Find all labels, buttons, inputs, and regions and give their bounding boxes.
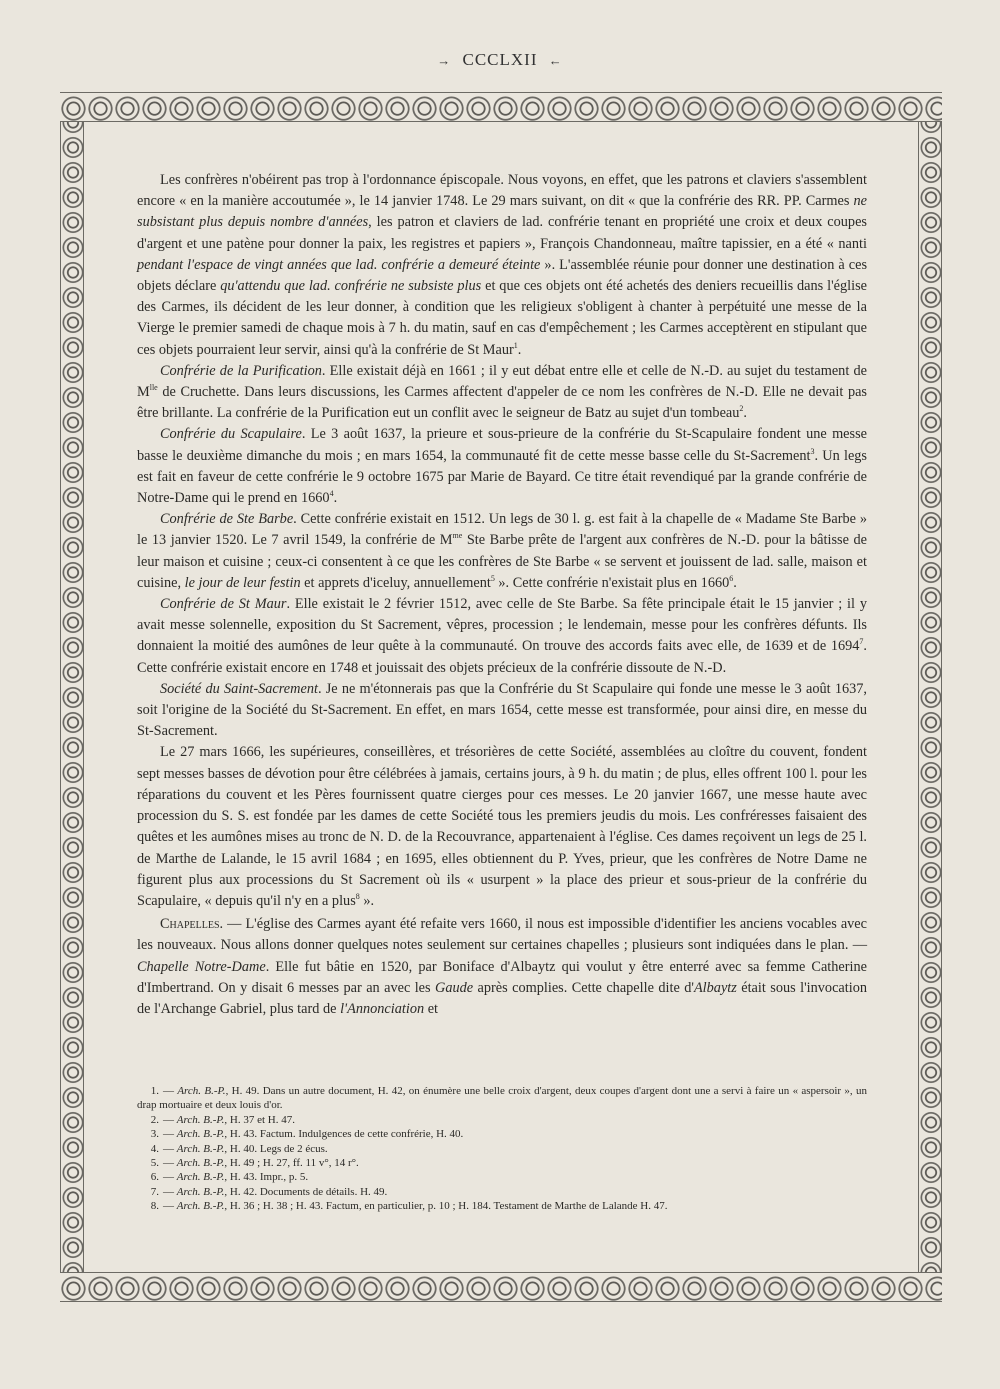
footnote-ref: 1 <box>513 340 518 350</box>
footnotes <box>137 1084 867 1214</box>
footnote-ref: lle <box>149 383 158 393</box>
text-segment: . Cette confrérie existait en 1512. Un legs de 30 l. g. est fait à la chapelle de « Madame Ste Barbe » le 13 janvier 1520. Le 7 avril 1549, la confrérie de M <box>137 511 868 549</box>
footnote-ref: 3 <box>810 446 815 456</box>
footnote-ref: 6 <box>729 574 734 584</box>
paragraph <box>137 742 867 912</box>
text-segment: ». <box>359 892 375 909</box>
text-segment: — <box>163 1171 177 1184</box>
footnote <box>137 1170 867 1184</box>
italic-text: Société du Saint-Sacrement <box>160 680 318 697</box>
italic-text: Confrérie du Scapulaire <box>160 426 302 443</box>
text-segment: . <box>743 405 747 422</box>
footnote-ref: 2 <box>739 404 744 414</box>
left-arrow-icon: ← <box>548 53 563 68</box>
text-segment: , H. 49 ; H. 27, ff. 11 v°, 14 r°. <box>224 1157 359 1170</box>
footnote <box>137 1127 867 1141</box>
text-segment: , H. 37 et H. 47. <box>224 1113 295 1126</box>
text-segment: — <box>163 1200 177 1213</box>
italic-text: Arch. B.-P. <box>176 1157 225 1170</box>
paragraph <box>137 679 867 743</box>
italic-text: Arch. B.-P. <box>176 1185 225 1198</box>
italic-text: ne subsistant plus depuis nombre d'années <box>137 193 867 231</box>
text-segment: — <box>163 1142 177 1155</box>
italic-text: Confrérie de St Maur <box>160 596 287 613</box>
section-paragraph <box>137 914 867 1020</box>
text-segment: Le 27 mars 1666, les supérieures, conseillères, et trésorières de cette Société, assemblées au cloître du couvent, fondent sept messes basses de dévotion pour être célébrées à jamais, certains jours, à 9 h. du matin ; de plus, elles offrent 100 l. pour les réparations du couvent et les Pères fournissent quatre cierges pour ces messes. Le 20 janvier 1667, une messe haute avec procession du S. S. est fondée par les dames de cette Société tous les premiers jeudis du mois. Les confréresses faisaient des quêtes et les aumônes mises au tronc de N. D. de la Recouvrance, appartenaient à l'église. Ces dames reçoivent un legs de 25 l. de Marthe de Lalande, le 15 avril 1684 ; en 1695, elles obtiennent du P. Yves, prieur, que les confrères de Notre Dame ne figurent plus aux processions du St Sacrement où ils « usurpent » la place des prieur et sous-prieur de la confrérie du Scapulaire, « depuis qu'il n'y en a plus <box>137 744 867 909</box>
italic-text: Arch. B.-P. <box>176 1171 225 1184</box>
text-segment: — <box>163 1157 177 1170</box>
text-segment: . Elle existait le 2 février 1512, avec celle de Ste Barbe. Sa fête principale était le 15 janvier ; il y avait messe solennelle, exposition du St Sacrement, vêpres, procession ; le lendemain, messe pour les confrères défunts. Ils donnaient la moitié des aumônes de leur quête à la communauté. On trouve des accords faits avec elle, de 1639 et de 1694 <box>137 596 867 655</box>
italic-text: Gaude <box>435 979 474 996</box>
footnote-ref: 5 <box>490 574 495 584</box>
italic-text: Arch. B.-P. <box>176 1113 225 1126</box>
frame-border-bottom <box>60 1272 942 1302</box>
text-segment: . — L'église des Carmes ayant été refaite vers 1660, il nous est impossible d'identifier les anciens vocables avec les nouveaux. Nous allons donner quelques notes seulement sur certaines chapelles ; plusieurs sont indiquées dans le plan. — <box>137 916 867 954</box>
footnote <box>137 1156 867 1170</box>
footnote-ref: me <box>452 531 463 541</box>
text-segment: , H. 43. Impr., p. 5. <box>224 1171 309 1184</box>
text-segment: , H. 40. Legs de 2 écus. <box>224 1142 328 1155</box>
frame-border-right <box>918 110 942 1284</box>
italic-text: Confrérie de la Purification <box>160 362 322 379</box>
text-segment: . Elle fut bâtie en 1520, par Boniface d'Albaytz qui voulut y être enterré avec sa femme Catherine d'Imbertrand. On y disait 6 messes par an avec les <box>137 958 867 996</box>
footnote-number: 1. <box>150 1085 159 1097</box>
frame-border-top <box>60 92 942 122</box>
text-segment: Les confrères n'obéirent pas trop à l'ordonnance épiscopale. Nous voyons, en effet, que les patrons et claviers s'assemblent encore « en la manière accoutumée », le 14 janvier 1748. Le 29 mars suivant, on dit « que la confrérie des RR. PP. Carmes <box>137 172 867 210</box>
text-segment: ». L'assemblée réunie pour donner une destination à ces objets déclare <box>137 256 868 295</box>
italic-text: Confrérie de Ste Barbe <box>160 511 294 528</box>
paragraph <box>137 361 867 425</box>
frame-border-left <box>60 110 84 1284</box>
footnote <box>137 1084 867 1113</box>
italic-text: le jour de leur festin <box>184 574 301 591</box>
text-segment: . <box>733 574 737 591</box>
text-segment: . <box>333 490 338 507</box>
footnote <box>137 1142 867 1156</box>
italic-text: Chapelle Notre-Dame <box>137 958 266 975</box>
italic-text: Arch. B.-P. <box>176 1200 225 1213</box>
italic-text: Arch. B.-P. <box>177 1085 226 1097</box>
text-segment: était sous l'invocation de l'Archange Gabriel, plus tard de <box>137 979 867 1017</box>
text-segment: après complies. Cette chapelle dite d' <box>473 979 694 996</box>
footnote-number: 7. <box>150 1185 159 1198</box>
footnote <box>137 1199 867 1213</box>
footnote-number: 8. <box>150 1200 159 1213</box>
italic-text: Arch. B.-P. <box>176 1128 225 1141</box>
paragraph <box>137 509 867 594</box>
italic-text: Arch. B.-P. <box>176 1142 225 1155</box>
text-segment: . Je ne m'étonnerais pas que la Confrérie du St Scapulaire qui fonde une messe le 3 août 1637, soit l'origine de la Société du St-Sacrement. En effet, en mars 1654, cette messe est transformée, pour ainsi dire, en messe du St-Sacrement. <box>137 680 867 740</box>
paragraph <box>137 594 867 679</box>
page-header <box>0 50 1000 70</box>
text-segment: . Le 3 août 1637, la prieure et sous-prieure de la confrérie du St-Scapulaire fondent une messe basse le deuxième dimanche du mois ; en mars 1654, la communauté fit de cette messe basse celle du St-Sacrement <box>137 426 868 464</box>
footnote-number: 5. <box>150 1157 159 1170</box>
paragraph <box>137 424 867 509</box>
footnote <box>137 1185 867 1199</box>
italic-text: Albaytz <box>693 979 737 996</box>
page-number: CCCLXII <box>462 50 538 69</box>
text-segment: . Cette confrérie existait encore en 1748 et jouissait des objets précieux de la confrérie dissoute de N.-D. <box>137 638 867 676</box>
text-segment: — <box>163 1185 177 1198</box>
body-text <box>137 170 867 1020</box>
italic-text: l'Annonciation <box>340 1000 425 1017</box>
footnote <box>137 1113 867 1127</box>
text-segment: et apprets d'iceluy, annuellement <box>300 574 491 591</box>
text-segment: , H. 36 ; H. 38 ; H. 43. Factum, en particulier, p. 10 ; H. 184. Testament de Marthe de Lalande H. 47. <box>224 1200 668 1213</box>
footnote-number: 3. <box>150 1128 159 1141</box>
paragraph <box>137 170 867 361</box>
text-segment: , H. 42. Documents de détails. H. 49. <box>224 1185 388 1198</box>
footnote-number: 4. <box>150 1142 159 1155</box>
text-segment: . <box>517 341 522 358</box>
text-segment: . Elle existait déjà en 1661 ; il y eut débat entre elle et celle de N.-D. au sujet du testament de M <box>137 362 867 401</box>
text-segment: Ste Barbe prête de l'argent aux confrères de N.-D. pour la bâtisse de leur maison et cuisine ; ceux-ci consentent à ce que les confrères de Ste Barbe « se servent et jouissent de lad. salle, maison et cuisine, <box>137 532 867 591</box>
text-segment: de Cruchette. Dans leurs discussions, les Carmes affectent d'appeler de ce nom les confrères de N.-D. Elle ne devait pas être brillante. La confrérie de la Purification eut un conflit avec le seigneur de Batz au sujet d'un tombeau <box>137 384 867 422</box>
footnote-ref: 7 <box>859 637 864 647</box>
text-segment: et que ces objets ont été achetés des deniers recueillis dans l'église des Carmes, ils décident de les leur donner, à condition que les religieux s'obligent à chanter à perpétuité une messe de la Vierge le premier samedi de chaque mois à 7 h. du matin, sauf en cas d'empêchement ; les Carmes acceptèrent en stipulant que ces objets pourraient leur servir, ainsi qu'à la confrérie de St Maur <box>137 278 867 358</box>
text-segment: et <box>424 1000 439 1017</box>
text-segment: , H. 43. Factum. Indulgences de cette confrérie, H. 40. <box>224 1128 464 1141</box>
footnote-ref: 4 <box>329 489 334 499</box>
footnote-number: 6. <box>150 1171 159 1184</box>
right-arrow-icon: → <box>437 53 452 68</box>
italic-text: pendant l'espace de vingt années que lad. confrérie a demeuré éteinte <box>137 256 541 273</box>
text-segment: . Un legs est fait en faveur de cette confrérie le 9 octobre 1675 par Marie de Bayard. Ce titre était revendiqué par la grande confrérie de Notre-Dame qui le prend en 1660 <box>137 447 867 507</box>
italic-text: qu'attendu que lad. confrérie ne subsiste plus <box>220 278 482 295</box>
footnote-number: 2. <box>150 1113 159 1126</box>
text-segment: — <box>163 1085 178 1097</box>
text-segment: — <box>163 1113 177 1126</box>
text-segment: ». Cette confrérie n'existait plus en 1660 <box>494 574 730 591</box>
footnote-ref: 8 <box>355 892 360 902</box>
text-segment: , les patron et claviers de lad. confrérie tenant en propriété une croix et deux coupes d'argent et une patène pour donner la paix, les registres et papiers », François Chandonneau, maître tapissier, en a été « nanti <box>137 214 867 252</box>
text-segment: Chapelles <box>160 916 220 933</box>
text-segment: , H. 49. Dans un autre document, H. 42, on énumère une belle croix d'argent, deux coupes d'argent dont une a servi à faire un « aspersoir », un drap mortuaire et deux louis d'or. <box>137 1085 867 1112</box>
text-segment: — <box>163 1128 177 1141</box>
